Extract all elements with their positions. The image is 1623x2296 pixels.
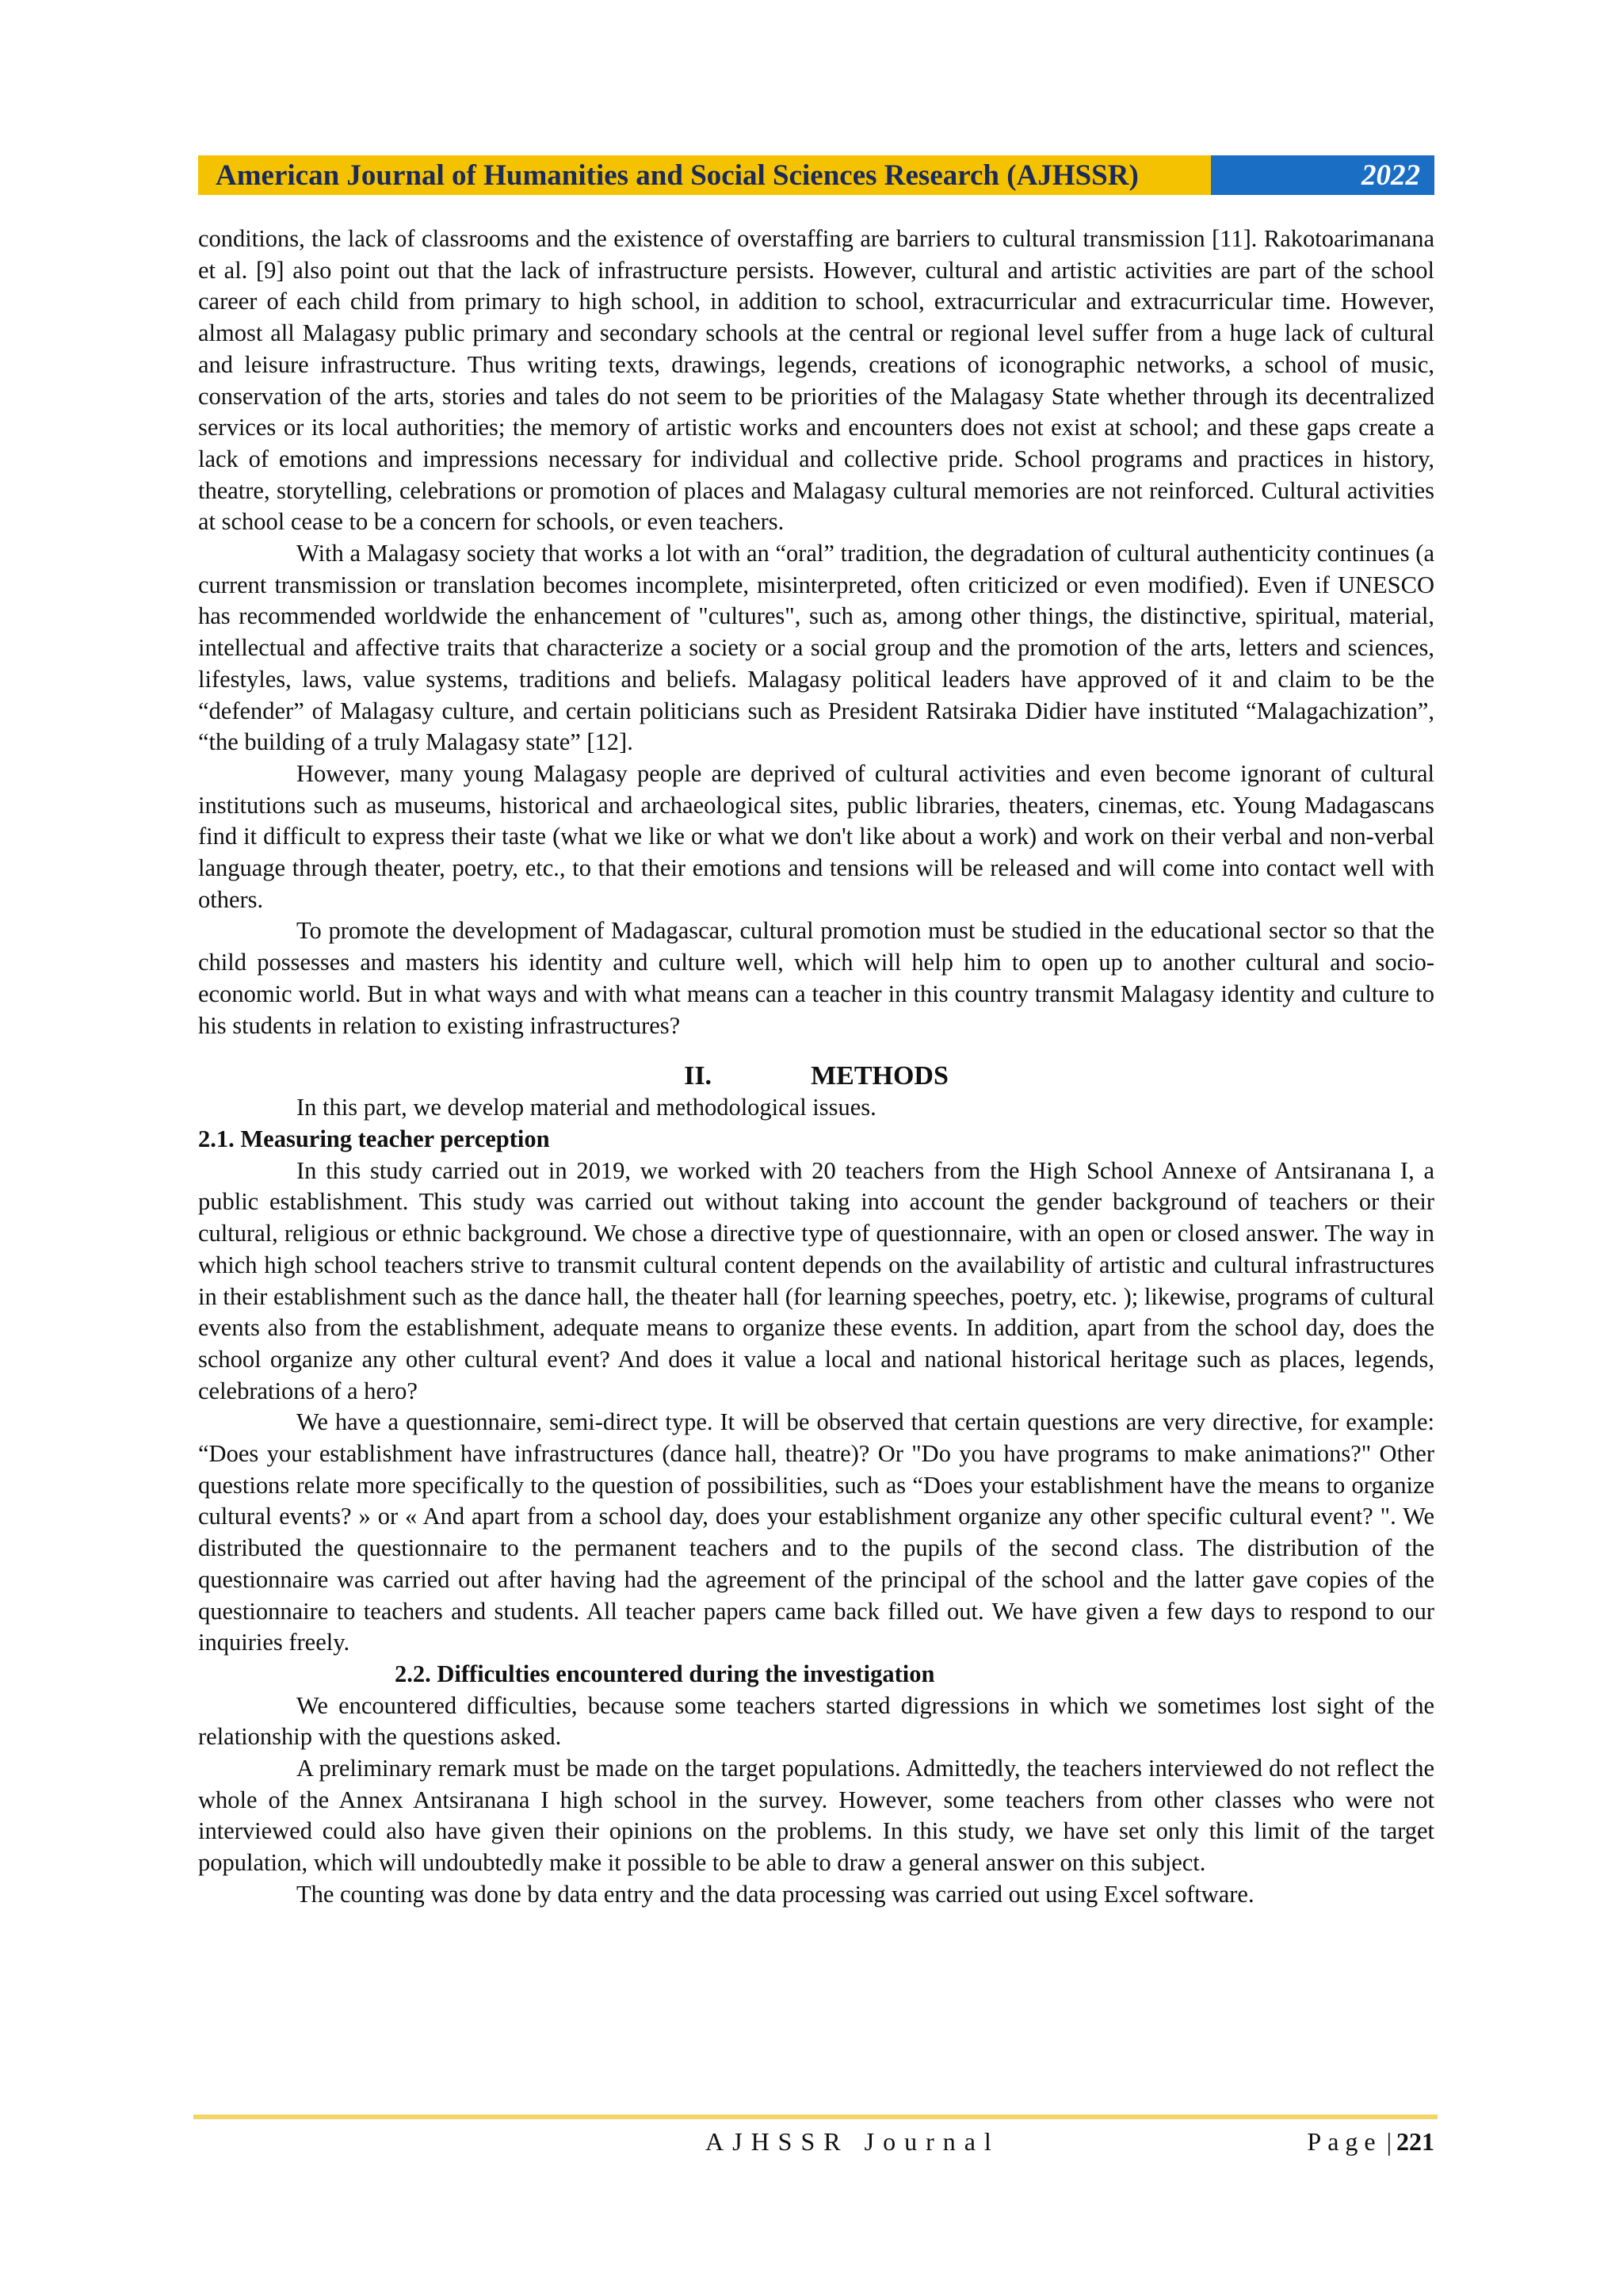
page-number: 221 <box>1396 2127 1434 2156</box>
section-heading <box>198 1060 1434 1092</box>
paragraph: In this study carried out in 2019, we worked with 20 teachers from the High School Annexe of Antsiranana I, a public establishment. This study was carried out without taking into account the gender background of teachers or their cultural, religious or ethnic background. We chose a directive type of questionnaire, with an open or closed answer. The way in which high school teachers strive to transmit cultural content depends on the availability of artistic and cultural infrastructures in their establishment such as the dance hall, the theater hall (for learning speeches, poetry, etc. ); likewise, programs of cultural events also from the establishment, adequate means to organize these events. In addition, apart from the school day, does the school organize any other cultural event? And does it value a local and national historical heritage such as places, legends, celebrations of a hero? <box>198 1156 1434 1404</box>
journal-header-bar <box>198 155 1434 195</box>
paragraph: However, many young Malagasy people are deprived of cultural activities and even become ignorant of cultural institutions such as museums, historical and archaeological sites, public libraries, theaters, cinemas, etc. Young Madagascans find it difficult to express their taste (what we like or what we don't like about a work) and work on their verbal and non-verbal language through theater, poetry, etc., to that their emotions and tensions will be released and will come into contact well with others. <box>198 759 1434 913</box>
footer-journal-name: AJHSSR Journal <box>705 2127 1000 2156</box>
paragraph: A preliminary remark must be made on the target populations. Admittedly, the teachers interviewed do not reflect the whole of the Annex Antsiranana I high school in the survey. However, some teachers from other classes who were not interviewed could also have given their opinions on the problems. In this study, we have set only this limit of the target population, which will undoubtedly make it possible to be able to draw a general answer on this subject. <box>198 1755 1434 1877</box>
section-title: METHODS <box>811 1061 949 1091</box>
journal-year: 2022 <box>1211 155 1434 195</box>
page-separator: | <box>1386 2127 1392 2156</box>
subsection-heading: 2.2. Difficulties encountered during the investigation <box>395 1660 935 1687</box>
paragraph: We have a questionnaire, semi-direct type. It will be observed that certain questions are very directive, for example: “Does your establishment have infrastructures (dance hall, theatre)? Or "Do you have programs to make animations?" Other questions relate more specifically to the question of possibilities, such as “Does your establishment have the means to organize cultural events? » or « And apart from a school day, does your establishment organize any other specific cultural event? ". We distributed the questionnaire to the permanent teachers and to the pupils of the second class. The distribution of the questionnaire was carried out after having had the agreement of the principal of the school and the latter gave copies of the questionnaire to teachers and students. All teacher papers came back filled out. We have given a few days to respond to our inquiries freely. <box>198 1408 1434 1656</box>
subsection-heading: 2.1. Measuring teacher perception <box>198 1125 550 1152</box>
paragraph: In this part, we develop material and methodological issues. <box>296 1094 876 1121</box>
footer-page-number <box>1307 2127 1434 2157</box>
footer-rule <box>193 2115 1438 2119</box>
paragraph: With a Malagasy society that works a lot with an “oral” tradition, the degradation of cultural authenticity continues (a current transmission or translation becomes incomplete, misinterpreted, often criticized or even modified). Even if UNESCO has recommended worldwide the enhancement of "cultures", such as, among other things, the distinctive, spiritual, material, intellectual and affective traits that characterize a society or a social group and the promotion of the arts, letters and sciences, lifestyles, laws, value systems, traditions and beliefs. Malagasy political leaders have approved of it and claim to be the “defender” of Malagasy culture, and certain politicians such as President Ratsiraka Didier have instituted “Malagachization”, “the building of a truly Malagasy state” [12]. <box>198 540 1434 756</box>
page-footer <box>198 2127 1434 2162</box>
paragraph: We encountered difficulties, because some teachers started digressions in which we sometimes lost sight of the relationship with the questions asked. <box>198 1691 1434 1751</box>
paragraph: To promote the development of Madagascar, cultural promotion must be studied in the educational sector so that the child possesses and masters his identity and culture well, which will help him to open up to another cultural and socio-economic world. But in what ways and with what means can a teacher in this country transmit Malagasy identity and culture to his students in relation to existing infrastructures? <box>198 917 1434 1039</box>
section-number: II. <box>684 1061 712 1091</box>
paragraph: conditions, the lack of classrooms and the existence of overstaffing are barriers to cultural transmission [11]. Rakotoarimanana et al. [9] also point out that the lack of infrastructure persists. However, cultural and artistic activities are part of the school career of each child from primary to high school, in addition to school, extracurricular and extracurricular time. However, almost all Malagasy public primary and secondary schools at the central or regional level suffer from a huge lack of cultural and leisure infrastructure. Thus writing texts, drawings, legends, creations of iconographic networks, a school of music, conservation of the arts, stories and tales do not seem to be priorities of the Malagasy State whether through its decentralized services or its local authorities; the memory of artistic works and encounters does not exist at school; and these gaps create a lack of emotions and impressions necessary for individual and collective pride. School programs and practices in history, theatre, storytelling, celebrations or promotion of places and Malagasy cultural memories are not reinforced. Cultural activities at school cease to be a concern for schools, or even teachers. <box>198 225 1434 536</box>
journal-title: American Journal of Humanities and Social Sciences Research (AJHSSR) <box>198 155 1211 195</box>
article-body <box>198 223 1434 1911</box>
paragraph: The counting was done by data entry and the data processing was carried out using Excel software. <box>296 1880 1254 1908</box>
page-label: Page <box>1307 2127 1382 2156</box>
